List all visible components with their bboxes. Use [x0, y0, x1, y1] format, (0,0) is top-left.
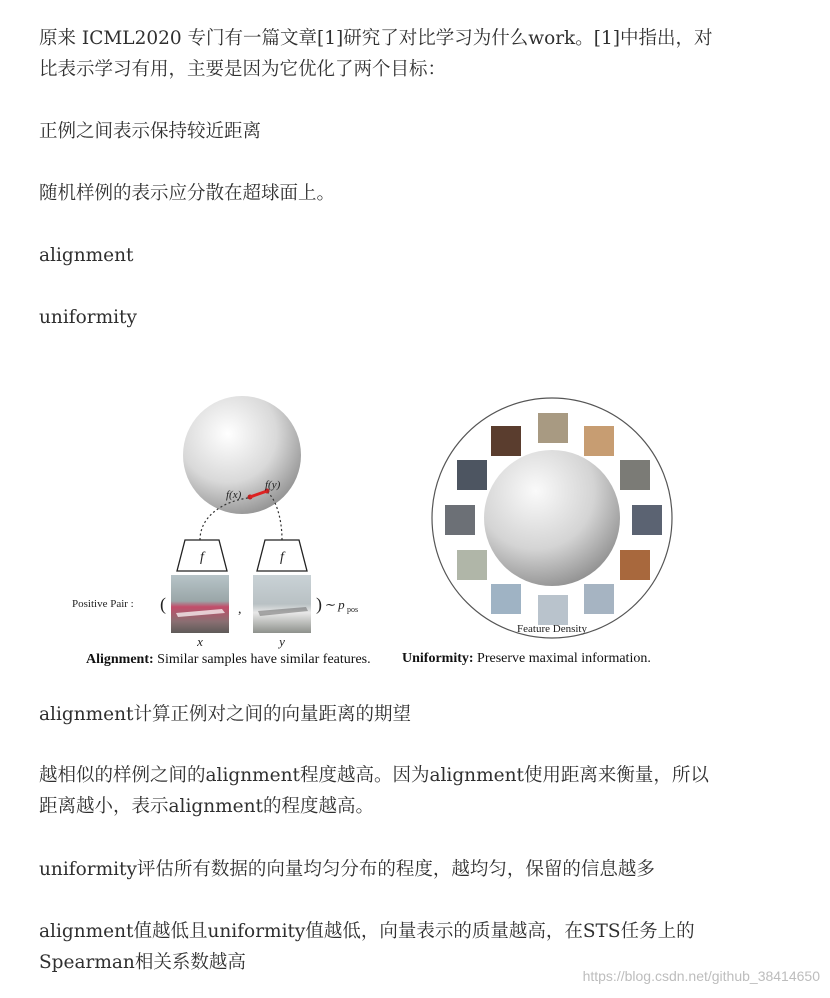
sample-car-3: [457, 460, 487, 490]
uniformity-caption-bold: Uniformity:: [402, 651, 474, 666]
uniformity-caption: [402, 651, 651, 666]
fy-label: f(y): [265, 479, 281, 491]
uniformity-sphere: [484, 450, 620, 586]
text-line: 比表示学习有用，主要是因为它优化了两个目标：: [39, 59, 447, 80]
alignment-explanation: [39, 760, 759, 822]
fx-label: f(x): [226, 489, 242, 501]
sample-plane-2: [538, 595, 568, 625]
intro-paragraph: [39, 23, 759, 85]
x-label: x: [197, 634, 203, 649]
sample-car-2: [445, 505, 475, 535]
sample-dog-2: [584, 426, 614, 456]
feature-density-label: Feature Density: [517, 623, 587, 635]
text-line: alignment: [39, 245, 134, 266]
text-line: 正例之间表示保持较近距离: [39, 121, 262, 142]
text-line: uniformity评估所有数据的向量均匀分布的程度，越均匀，保留的信息越多: [39, 859, 655, 880]
watermark: https://blog.csdn.net/github_38414650: [582, 968, 820, 984]
alignment-term: [39, 240, 759, 271]
alignment-definition: [39, 699, 759, 730]
encoder-y-label: f: [280, 550, 284, 565]
text-line: alignment计算正例对之间的向量距离的期望: [39, 704, 411, 725]
goal-positive-paragraph: [39, 116, 759, 147]
open-paren: (: [160, 594, 166, 614]
uniformity-term: [39, 302, 759, 333]
image-x: [171, 575, 229, 633]
sample-cat-3: [620, 550, 650, 580]
alignment-sphere: [183, 396, 301, 514]
alignment-caption-rest: Similar samples have similar features.: [153, 652, 371, 667]
image-y: [253, 575, 311, 633]
text-line: Spearman相关系数越高: [39, 952, 246, 973]
sample-cat-2: [632, 505, 662, 535]
text-line: 随机样例的表示应分散在超球面上。: [39, 183, 336, 204]
uniformity-definition: [39, 854, 759, 885]
dist-subscript: pos: [347, 605, 359, 614]
figure-svg: [60, 385, 760, 675]
text-line: 原来 ICML2020 专门有一篇文章[1]研究了对比学习为什么work。[1]中指出，对: [39, 28, 713, 49]
text-line: 距离越小，表示alignment的程度越高。: [39, 796, 374, 817]
dist-label: ∼ p: [324, 597, 345, 612]
text-line: uniformity: [39, 307, 137, 328]
alignment-uniformity-figure: [60, 385, 760, 675]
text-line: 越相似的样例之间的alignment程度越高。因为alignment使用距离来衡量，所以: [39, 765, 709, 786]
encoder-x-label: f: [200, 550, 204, 565]
positive-pair-label: Positive Pair :: [72, 598, 134, 610]
sample-dog-3: [491, 426, 521, 456]
sample-car-1: [457, 550, 487, 580]
sample-dog-1: [538, 413, 568, 443]
close-paren: ): [316, 594, 322, 614]
sample-plane-3: [491, 584, 521, 614]
text-line: alignment值越低且uniformity值越低，向量表示的质量越高，在STS任务上的: [39, 921, 695, 942]
alignment-caption: [86, 652, 371, 667]
sample-cat-1: [620, 460, 650, 490]
goal-random-paragraph: [39, 178, 759, 209]
uniformity-caption-rest: Preserve maximal information.: [473, 651, 651, 666]
alignment-caption-bold: Alignment:: [86, 652, 154, 667]
sample-plane-1: [584, 584, 614, 614]
pair-comma: ,: [238, 602, 242, 617]
y-label: y: [279, 634, 285, 649]
